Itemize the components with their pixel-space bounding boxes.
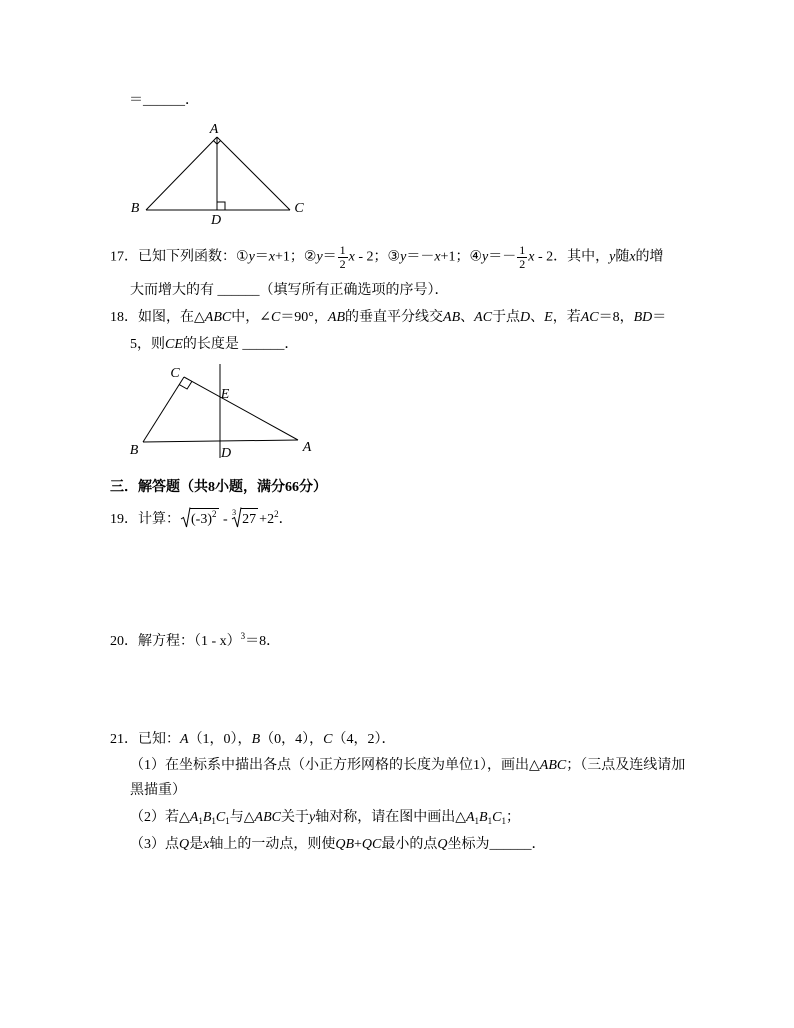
text-run: ＝－ [406,249,435,265]
answer-blank: ______ [242,337,285,352]
text-run: ＝ [129,93,143,108]
text-run: ． [185,93,199,108]
text-run: ＝ [254,249,269,265]
text-run: C [492,810,502,825]
text-run: Q [437,837,448,852]
text-run: BD [633,310,653,325]
text-run: AB [443,310,461,325]
text-run: 是 [189,837,204,852]
text-run: （填写所有正确选项的序号）． [259,283,449,298]
text-run: 的长度是 [182,337,243,352]
text-run: y [400,249,407,265]
text-run: E [544,310,553,325]
section-title: 三．解答题（共8小题，满分66分） [110,480,327,495]
text-run: y [316,249,323,265]
answer-blank: ______ [143,93,185,108]
text-run: ，若 [552,310,581,325]
text-run: A [180,732,189,747]
text-run: 1 [501,816,506,826]
text-run: ＝ [322,249,337,265]
text-run: ＝8． [245,634,281,649]
text-run: （1）在坐标系中描出各点（小正方形网格的长度为单位1），画出△ [130,758,540,773]
vertex-label-a: A [209,122,219,137]
text-run: Q [179,837,190,852]
text-run: B [202,810,212,825]
question-16-figure [120,115,320,230]
radicand [241,508,258,527]
answer-blank: ______ [489,837,532,852]
text-run: 坐标为 [447,837,490,852]
text-run: x [434,249,441,265]
question-21-line-1 [110,731,395,749]
text-run: （2）若△ [130,810,190,825]
text-run: （4，2）． [332,732,396,747]
square-root [181,507,219,529]
text-run: y [482,249,489,265]
text-run: 20．解方程：（1 - x） [110,634,241,649]
text-run: ABC [204,310,232,325]
question-16-answer-line [129,92,199,110]
text-run: 的增 [635,249,664,265]
text-run: 5，则 [130,337,165,352]
question-21-part-1-continued [130,782,186,800]
text-run: 1 [474,816,480,826]
text-run: D [520,310,531,325]
text-run: AC [474,310,493,325]
question-21-part-2 [130,809,520,827]
text-run: x [348,249,355,265]
text-run: AC [580,310,599,325]
text-run: 的垂直平分线交 [345,310,444,325]
text-run: A [465,810,475,825]
segment-ac [217,137,290,210]
text-run: x [528,249,535,265]
text-run: 大而增大的有 [130,283,218,298]
vertex-label-d: D [210,213,222,228]
text-run: - [219,512,232,527]
fraction-numerator: 1 [519,243,526,257]
text-run: y [308,810,316,825]
question-21-part-1 [130,757,685,775]
radical-sign [232,507,241,528]
text-run: - 2；③ [354,249,401,265]
text-run: ＝ [652,310,667,325]
fraction [338,244,348,271]
text-run: AB [327,310,346,325]
question-17-line-2 [130,282,449,300]
vertex-label-c: C [294,201,304,216]
text-run: 21．已知： [110,732,180,747]
question-18-figure [125,355,325,465]
text-run: ＝8， [598,310,634,325]
text-run: （0，4）， [260,732,324,747]
text-run: +2 [259,512,275,527]
text-run: 于点 [492,310,521,325]
text-run: ；（三点及连线请加 [566,758,686,773]
text-run: 1 [487,816,493,826]
text-run: 1 [225,816,230,826]
text-run: ． [531,837,546,852]
text-run: 、 [530,310,545,325]
fraction-numerator: 1 [339,243,346,257]
text-run: y [609,249,616,265]
question-19-line [110,507,293,529]
segment-ab [146,137,217,210]
text-run: x [268,249,275,265]
text-run: ＝90°， [280,310,328,325]
fraction-denominator: 2 [519,257,526,271]
question-20-line [110,633,280,651]
text-run: QC [361,837,382,852]
text-run: ． [278,512,293,527]
text-run: x [203,837,210,852]
right-angle-mark-c [179,381,192,389]
text-run: - 2．其中， [534,249,610,265]
text-run: 关于 [280,810,309,825]
segment-cb [143,377,184,442]
vertex-label-c: C [170,366,180,381]
text-run: 1 [198,816,203,826]
text-run: 3 [240,631,246,641]
fraction [517,244,527,271]
right-angle-mark-d [217,202,225,210]
text-run: 27 [242,512,257,527]
text-run: （1，0）， [188,732,252,747]
text-run: ； [505,810,520,825]
radical-sign [181,507,190,528]
text-run: C [323,732,333,747]
text-run: 轴上的一动点，则使 [209,837,336,852]
text-run: 轴对称，请在图中画出△ [315,810,466,825]
radicand [190,508,219,527]
text-run: (-3) [191,512,212,527]
text-run: y [248,249,255,265]
vertex-label-a: A [302,440,312,455]
text-run: +1；④ [440,249,482,265]
text-run: B [479,810,488,825]
text-run: 最小的点 [381,837,438,852]
segment-ca [184,377,298,440]
text-run: C [270,310,281,325]
text-run: 18．如图，在△ [110,310,205,325]
question-17-line-1 [110,244,664,271]
cube-root: 3 27 [232,508,257,527]
text-run: 19．计算： [110,512,180,527]
text-run: 1 [211,816,216,826]
text-run: +1；② [275,249,317,265]
vertex-label-b: B [129,443,139,458]
text-run: 随 [615,249,630,265]
text-run: 2 [212,509,217,519]
text-run: ． [284,337,299,352]
text-run: 中，∠ [231,310,271,325]
text-run: 2 [274,509,279,519]
text-run: ABC [539,758,567,773]
text-run: QB [335,837,355,852]
text-run: （3）点 [130,837,179,852]
text-run: B [251,732,261,747]
text-run: 黑描重） [130,783,186,798]
point-label-d: D [220,446,232,461]
text-run: C [215,810,226,825]
point-label-e: E [220,387,230,402]
text-run: A [189,810,199,825]
question-21-part-3 [130,836,546,854]
vertex-label-b: B [130,201,140,216]
text-run: ABC [254,810,281,825]
text-run: 17．已知下列函数：① [110,249,249,265]
text-run: 、 [460,310,475,325]
answer-blank: ______ [217,283,260,298]
text-run: 与△ [229,810,255,825]
text-run: x [629,249,636,265]
text-run: ＝－ [488,249,517,265]
text-run: CE [165,337,183,352]
question-18-line-1 [110,309,666,327]
fraction-denominator: 2 [339,257,346,271]
question-18-line-2 [130,336,298,354]
text-run: + [354,837,362,852]
